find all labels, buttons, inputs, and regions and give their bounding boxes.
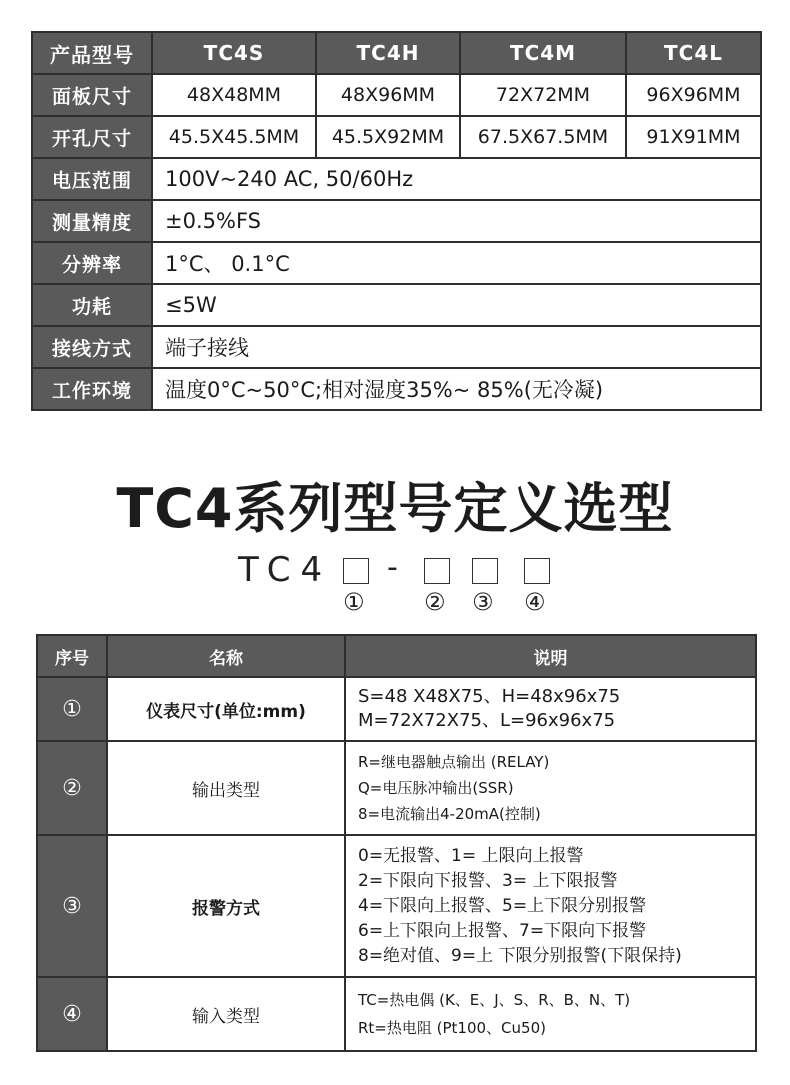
row-description xyxy=(345,977,756,1051)
header-desc: 说明 xyxy=(345,635,756,677)
definition-row-output xyxy=(37,741,756,835)
definition-table xyxy=(36,634,757,1052)
description-line: R=继电器触点输出 (RELAY) xyxy=(358,753,550,771)
panel-size-value: 96X96MM xyxy=(626,74,761,116)
panel-size-value: 72X72MM xyxy=(460,74,626,116)
wiring-row xyxy=(32,326,761,368)
row-index: ② xyxy=(37,741,107,835)
code-slot-1-box xyxy=(343,558,369,584)
definition-header-row xyxy=(37,635,756,677)
spec-header-label: 产品型号 xyxy=(32,32,152,74)
description-line: 8=绝对值、9=上 下限分别报警(下限保持) xyxy=(358,945,682,966)
code-slot-2-marker: ② xyxy=(424,588,446,616)
panel-size-label: 面板尺寸 xyxy=(32,74,152,116)
page-title: TC4系列型号定义选型 xyxy=(116,477,674,540)
panel-size-value: 48X96MM xyxy=(316,74,460,116)
power-label: 功耗 xyxy=(32,284,152,326)
header-name: 名称 xyxy=(107,635,345,677)
description-line: Q=电压脉冲输出(SSR) xyxy=(358,779,514,797)
voltage-label: 电压范围 xyxy=(32,158,152,200)
description-line: Rt=热电阻 (Pt100、Cu50) xyxy=(358,1019,546,1037)
environment-value: 温度0°C~50°C;相对湿度35%~ 85%(无冷凝) xyxy=(152,368,761,410)
spec-table xyxy=(31,31,762,411)
wiring-value: 端子接线 xyxy=(152,326,761,368)
row-name: 输出类型 xyxy=(107,741,345,835)
row-description xyxy=(345,677,756,741)
voltage-value: 100V~240 AC, 50/60Hz xyxy=(152,158,761,200)
cutout-size-value: 45.5X45.5MM xyxy=(152,116,316,158)
row-description xyxy=(345,835,756,977)
code-slot-2-box xyxy=(424,558,450,584)
description-line: 2=下限向下报警、3= 上下限报警 xyxy=(358,870,618,891)
code-slot-3-marker: ③ xyxy=(472,588,494,616)
accuracy-row xyxy=(32,200,761,242)
definition-row-size xyxy=(37,677,756,741)
row-description xyxy=(345,741,756,835)
model-code-prefix: TC4 xyxy=(238,550,333,590)
power-row xyxy=(32,284,761,326)
environment-label: 工作环境 xyxy=(32,368,152,410)
description-line: 4=下限向上报警、5=上下限分别报警 xyxy=(358,895,647,916)
cutout-size-label: 开孔尺寸 xyxy=(32,116,152,158)
accuracy-label: 测量精度 xyxy=(32,200,152,242)
wiring-label: 接线方式 xyxy=(32,326,152,368)
model-code xyxy=(0,550,790,620)
model-tc4l: TC4L xyxy=(626,32,761,74)
panel-size-row xyxy=(32,74,761,116)
power-value: ≤5W xyxy=(152,284,761,326)
model-tc4m: TC4M xyxy=(460,32,626,74)
code-slot-3-box xyxy=(472,558,498,584)
row-index: ③ xyxy=(37,835,107,977)
voltage-row xyxy=(32,158,761,200)
model-tc4h: TC4H xyxy=(316,32,460,74)
cutout-size-value: 67.5X67.5MM xyxy=(460,116,626,158)
description-line: 0=无报警、1= 上限向上报警 xyxy=(358,845,584,866)
code-slot-1-marker: ① xyxy=(343,588,365,616)
spec-header-row xyxy=(32,32,761,74)
description-line: S=48 X48X75、H=48x96x75 xyxy=(358,686,621,707)
code-slot-4-marker: ④ xyxy=(524,588,546,616)
accuracy-value: ±0.5%FS xyxy=(152,200,761,242)
row-name: 仪表尺寸(单位:mm) xyxy=(107,677,345,741)
description-line: TC=热电偶 (K、E、J、S、R、B、N、T) xyxy=(358,991,631,1009)
definition-row-alarm xyxy=(37,835,756,977)
cutout-size-row xyxy=(32,116,761,158)
environment-row xyxy=(32,368,761,410)
definition-row-input xyxy=(37,977,756,1051)
row-index: ① xyxy=(37,677,107,741)
cutout-size-value: 91X91MM xyxy=(626,116,761,158)
model-code-dash: - xyxy=(387,550,398,585)
code-slot-4-box xyxy=(524,558,550,584)
row-name: 报警方式 xyxy=(107,835,345,977)
panel-size-value: 48X48MM xyxy=(152,74,316,116)
resolution-row xyxy=(32,242,761,284)
row-index: ④ xyxy=(37,977,107,1051)
resolution-value: 1°C、 0.1°C xyxy=(152,242,761,284)
description-line: M=72X72X75、L=96x96x75 xyxy=(358,710,616,731)
cutout-size-value: 45.5X92MM xyxy=(316,116,460,158)
model-tc4s: TC4S xyxy=(152,32,316,74)
description-line: 6=上下限向上报警、7=下限向下报警 xyxy=(358,920,647,941)
resolution-label: 分辨率 xyxy=(32,242,152,284)
row-name: 输入类型 xyxy=(107,977,345,1051)
header-index: 序号 xyxy=(37,635,107,677)
description-line: 8=电流输出4-20mA(控制) xyxy=(358,805,541,823)
